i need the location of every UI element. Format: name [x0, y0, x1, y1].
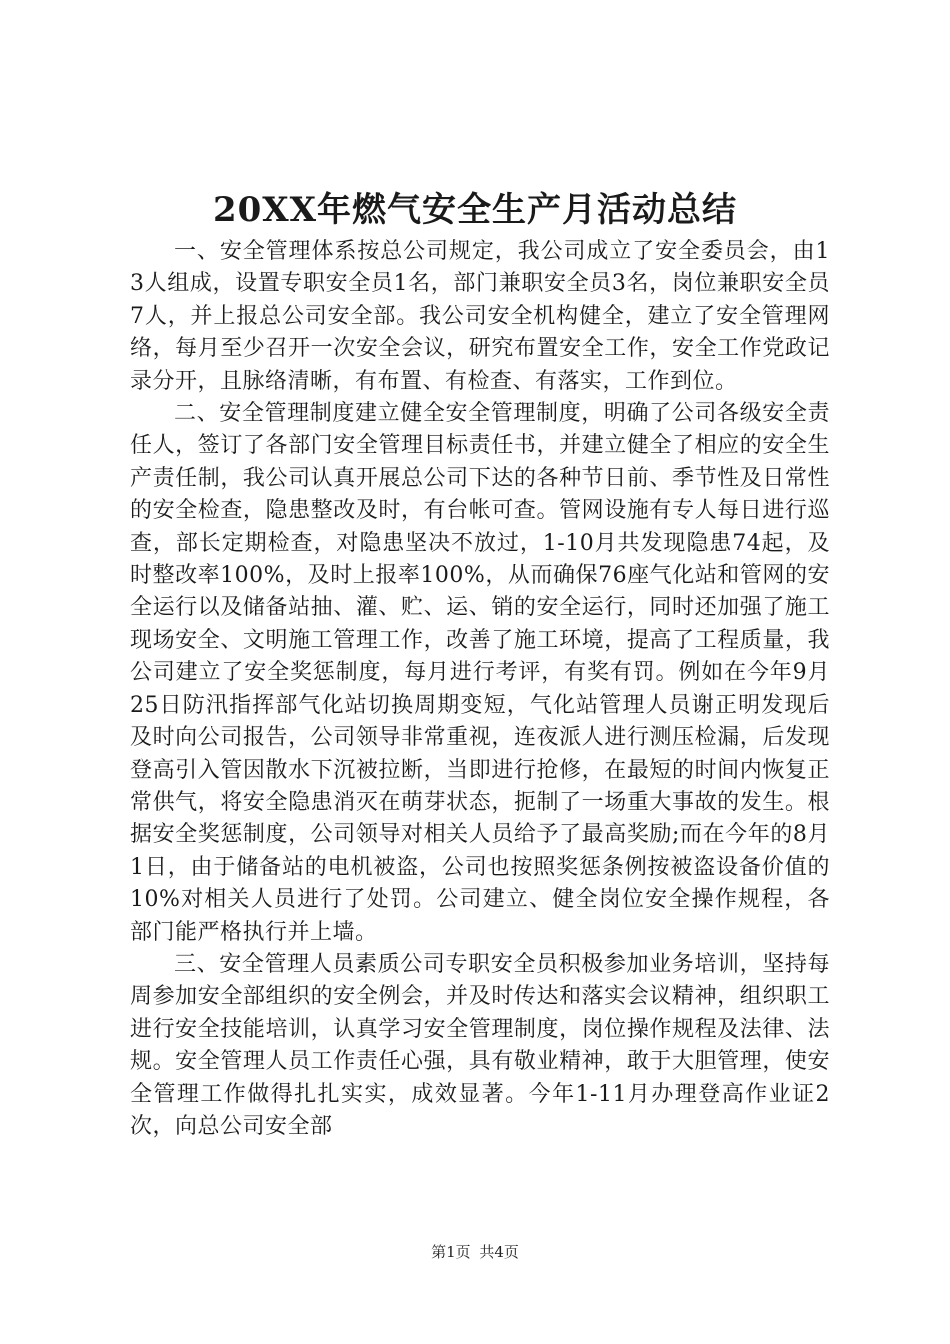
- document-body: [130, 236, 830, 1143]
- page-footer: [0, 1242, 950, 1262]
- paragraph-safety-rules: 二、安全管理制度建立健全安全管理制度，明确了公司各级安全责任人，签订了各部门安全管理目标责任书，并建立健全了相应的安全生产责任制，我公司认真开展总公司下达的各种节日前、季节性及日常性的安全检查，隐患整改及时，有台帐可查。管网设施有专人每日进行巡查，部长定期检查，对隐患坚决不放过，1-10月共发现隐患74起，及时整改率100%，及时上报率100%，从而确保76座气化站和管网的安全运行以及储备站抽、灌、贮、运、销的安全运行，同时还加强了施工现场安全、文明施工管理工作，改善了施工环境，提高了工程质量，我公司建立了安全奖惩制度，每月进行考评，有奖有罚。例如在今年9月25日防汛指挥部气化站切换周期变短，气化站管理人员谢正明发现后及时向公司报告，公司领导非常重视，连夜派人进行测压检漏，后发现登高引入管因散水下沉被拉断，当即进行抢修，在最短的时间内恢复正常供气，将安全隐患消灭在萌芽状态，扼制了一场重大事故的发生。根据安全奖惩制度，公司领导对相关人员给予了最高奖励;而在今年的8月1日，由于储备站的电机被盗，公司也按照奖惩条例按被盗设备价值的10%对相关人员进行了处罚。公司建立、健全岗位安全操作规程，各部门能严格执行并上墙。: [130, 401, 830, 945]
- page-total: 共4页: [479, 1243, 519, 1261]
- paragraph-safety-system: 一、安全管理体系按总公司规定，我公司成立了安全委员会，由13人组成，设置专职安全员1名，部门兼职安全员3名，岗位兼职安全员7人，并上报总公司安全部。我公司安全机构健全，建立了安全管理网络，每月至少召开一次安全会议，研究布置安全工作，安全工作党政记录分开，且脉络清晰，有布置、有检查、有落实，工作到位。: [130, 239, 830, 394]
- paragraph-safety-staff: 三、安全管理人员素质公司专职安全员积极参加业务培训，坚持每周参加安全部组织的安全例会，并及时传达和落实会议精神，组织职工进行安全技能培训，认真学习安全管理制度，岗位操作规程及法律、法规。安全管理人员工作责任心强，具有敬业精神，敢于大胆管理，使安全管理工作做得扎扎实实，成效显著。今年1-11月办理登高作业证2次，向总公司安全部: [130, 951, 830, 1139]
- document-title: 20XX年燃气安全生产月活动总结: [212, 190, 738, 230]
- page-number: 第1页: [431, 1243, 471, 1261]
